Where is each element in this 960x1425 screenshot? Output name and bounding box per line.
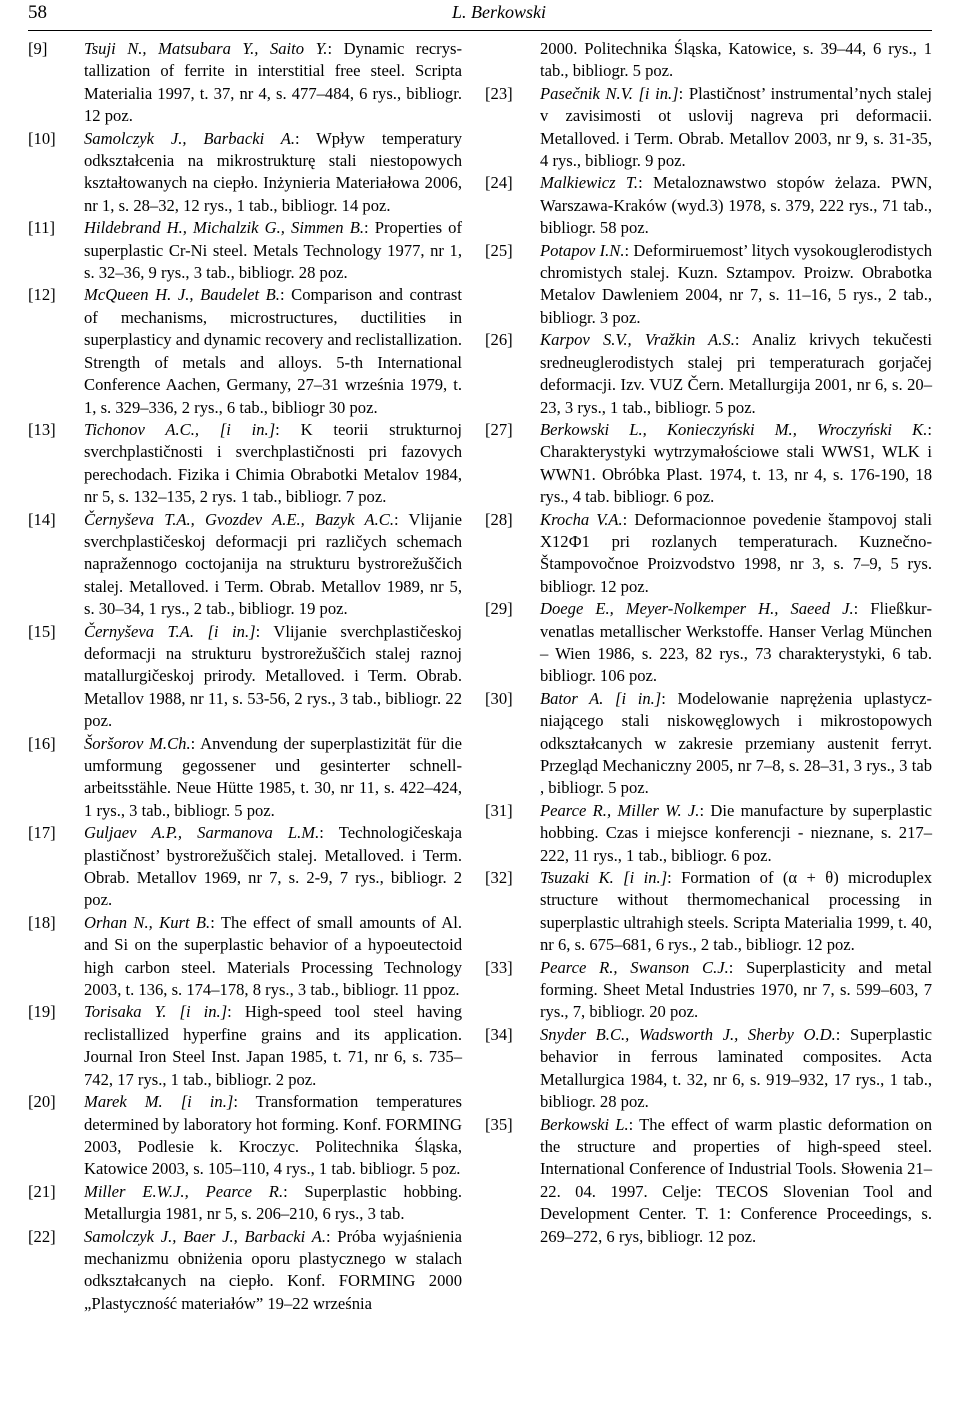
reference-entry	[28, 912, 462, 1002]
reference-text: : Dynamic recrystallization of ferrite in interstitial free steel. Scripta Materialia 1997, t. 37, nr 4, s. 477–484, 6 rys., bibliogr. 12 poz.	[84, 39, 462, 126]
reference-number: [20]	[28, 1092, 56, 1112]
reference-text: : Technologičeskaja plastičnost’ bystrorežuščich stalej. Metalloved. i Term. Obrab. Metallov 1969, nr 7, s. 2-9, 7 rys., bibliogr. 2 poz.	[84, 823, 463, 910]
reference-authors: Potapov I.N.	[540, 240, 625, 260]
reference-number: [18]	[28, 912, 56, 932]
reference-number: [29]	[485, 599, 513, 619]
reference-authors: Tsuzaki K. [i in.]	[540, 868, 668, 888]
reference-text: : Superplastic behavior in ferrous laminated composites. Acta Metallurgica 1984, t. 32, nr 6, s. 919–932, 17 rys., 1 tab., bibliogr. 28 poz.	[540, 1024, 932, 1112]
reference-entry	[28, 217, 462, 284]
reference-number: [17]	[28, 823, 56, 843]
reference-text: : The effect of warm plastic deformation on the structure and properties of high-speed steel. International Conference of Industrial Tools. Słowenia 21–22. 04. 1997. Celje: TECOS Slovenian Tool and Development Center. T. 1: Conference Proceedings, s. 269–272, 6 rys, bibliogr. 12 poz.	[540, 1114, 932, 1246]
reference-text: : Modelowanie naprężenia uplastyczniającego stali niskowęglowych i mikrostopowych odkształcanych w zakresie przemiany austenit ferryt. Przegląd Mechaniczny 2005, nr 7–8, s. 28–31, 3 rys., 3 tab , bibliogr. 5 poz.	[540, 688, 932, 798]
reference-entry	[28, 822, 462, 912]
reference-entry	[485, 867, 932, 957]
reference-entry	[485, 598, 932, 688]
reference-number: [35]	[485, 1114, 513, 1134]
reference-text: : Deformacionnoe povedenie štampovoj stali X12Ф1 pri rozlanych temperaturach. Kuznečno-Štampovočnoe Proizvodstvo 1998, nr 3, s. 7–9, 5 rys. bibliogr. 12 poz.	[540, 509, 932, 596]
reference-number: [27]	[485, 419, 513, 439]
reference-entry	[485, 1114, 932, 1248]
reference-authors: Bator A. [i in.]	[540, 688, 662, 708]
reference-entry	[485, 957, 932, 1024]
reference-number: [11]	[28, 218, 56, 238]
reference-text: : Vlijanie sverchplastičeskoj deformacji pri različych schemach napražennogo coctojanija na strukturu bystrorežuščich stalej. Metalloved. i Term. Obrab. Metallov 1989, nr 5, s. 30–34, 1 rys., 2 tab., bibliogr. 19 poz.	[84, 509, 462, 619]
reference-entry	[485, 688, 932, 800]
reference-text: : Properties of superplastic Cr-Ni steel. Metals Technology 1977, nr 1, s. 32–36, 9 rys., 3 tab., bibliogr. 28 poz.	[84, 218, 463, 283]
reference-text: : K teorii strukturnoj sverchplastičnosti i sverchplastičnosti pri fazovych perechodach. Fizika i Chimia Obrabotki Metalov 1984, nr 5, s. 132–135, 2 rys. 1 tab., bibliogr. 7 poz.	[84, 419, 462, 507]
reference-number: [16]	[28, 733, 56, 753]
reference-authors: Tichonov A.C., [i in.]	[84, 419, 276, 439]
reference-entry	[485, 800, 932, 867]
reference-number: [32]	[485, 868, 513, 888]
reference-number: [12]	[28, 285, 56, 305]
reference-number: [28]	[485, 509, 513, 529]
reference-authors: Krocha V.A.	[540, 509, 623, 529]
reference-text: : Superplastic hobbing. Metallurgia 1981, nr 5, s. 206–210, 6 rys., 3 tab.	[84, 1181, 462, 1224]
reference-number: [33]	[485, 957, 513, 977]
reference-number: [30]	[485, 688, 513, 708]
reference-authors: Samolczyk J., Barbacki A.	[84, 128, 295, 148]
reference-continuation	[485, 38, 932, 83]
reference-text: : Vlijanie sverchplastičeskoj deformacji na strukturu bystrorežuščich stalej raznoj matallurgičeskoj prirody. Metalloved. i Term. Obrab. Metallov 1988, nr 11, s. 53-56, 2 rys., 3 tab., bibliogr. 22 poz.	[84, 621, 462, 731]
reference-authors: Malkiewicz T.	[540, 173, 639, 193]
reference-number: [14]	[28, 509, 56, 529]
reference-number: [23]	[485, 83, 513, 103]
reference-text: : Analiz krivych tekučesti sredneuglerodistych stalej pri temperaturach gorjačej deformacji. Izv. VUZ Čern. Metallurgija 2001, nr 6, s. 20–23, 3 rys., 1 tab., bibliogr. 5 poz.	[540, 330, 932, 417]
reference-authors: McQueen H. J., Baudelet B.	[84, 285, 280, 305]
reference-entry	[485, 172, 932, 239]
reference-authors: Černyševa T.A. [i in.]	[84, 621, 256, 641]
reference-entry	[28, 1091, 462, 1181]
reference-authors: Hildebrand H., Michalzik G., Simmen B.	[84, 218, 365, 238]
reference-number: [24]	[485, 173, 513, 193]
reference-authors: Guljaev A.P., Sarmanova L.M.	[84, 823, 320, 843]
reference-number: [25]	[485, 240, 513, 260]
reference-number: [10]	[28, 128, 56, 148]
reference-authors: Samolczyk J., Baer J., Barbacki A.	[84, 1226, 326, 1246]
reference-entry	[28, 284, 462, 418]
reference-entry	[28, 1181, 462, 1226]
reference-number: [26]	[485, 330, 513, 350]
reference-text: : Superplasticity and metal forming. Sheet Metal Industries 1970, nr 7, s. 599–603, 7 rys., 7, bibliogr. 20 poz.	[540, 957, 932, 1022]
reference-number: [13]	[28, 419, 56, 439]
reference-authors: Černyševa T.A., Gvozdev A.E., Bazyk A.C.	[84, 509, 395, 529]
reference-entry	[28, 419, 462, 509]
reference-column-left	[28, 38, 462, 1315]
reference-entry	[485, 509, 932, 599]
reference-entry	[485, 83, 932, 173]
running-head: L. Berkowski	[452, 2, 546, 22]
reference-authors: Pearce R., Miller W. J.	[540, 800, 700, 820]
reference-text: : Transformation temperatures determined by laboratory hot forming. Konf. FORMING 2003, Podlesie k. Kroczyc. Politechnika Śląska, Katowice 2003, s. 105–110, 4 rys., 1 tab. bibliogr. 5 poz.	[84, 1092, 462, 1179]
reference-text: : Metaloznawstwo stopów żelaza. PWN, Warszawa-Kraków (wyd.3) 1978, s. 379, 222 rys., 71 tab., bibliogr. 58 poz.	[540, 173, 932, 238]
page-header	[28, 0, 932, 31]
reference-authors: Berkowski L.	[540, 1114, 629, 1134]
reference-number: [9]	[28, 39, 48, 58]
reference-entry	[485, 240, 932, 330]
page-number: 58	[28, 2, 47, 23]
reference-text: : High-speed tool steel having reclistallized hyperfine grains and its application. Journal Iron Steel Inst. Japan 1985, t. 71, nr 6, s. 735–742, 17 rys., 1 tab., bibliogr. 2 poz.	[84, 1002, 462, 1089]
reference-entry	[28, 38, 462, 128]
reference-entry	[28, 733, 462, 823]
reference-text: : Próba wyjaśnienia mechanizmu obniżenia oporu plastycznego w stalach odkształcanych na ciepło. Konf. FORMING 2000 „Plastyczność materiałów” 19–22 września	[84, 1226, 462, 1313]
reference-entry	[485, 1024, 932, 1114]
reference-authors: Pearce R., Swanson C.J.	[540, 957, 729, 977]
reference-text: : Die manufacture by superplastic hobbing. Czas i miejsce konferencji - nieznane, s. 217–222, 11 rys., 1 tab., bibliogr. 6 poz.	[540, 800, 932, 865]
reference-entry	[28, 509, 462, 621]
reference-entry	[485, 329, 932, 419]
reference-text: : Deformiruemost’ litych vysokouglerodistych chromistych stalej. Kuzn. Sztampov. Proizw. Obrabotka Metalov Dawleniem 2004, nr 7, s. 11–16, 5 rys., 2 tab., bibliogr. 3 poz.	[540, 240, 932, 327]
reference-authors: Orhan N., Kurt B.	[84, 912, 211, 932]
reference-authors: Berkowski L., Konieczyński M., Wroczyński K.	[540, 419, 928, 439]
reference-authors: Tsuji N., Matsubara Y., Saito Y.	[84, 39, 328, 58]
reference-authors: Šoršorov M.Ch.	[84, 733, 191, 753]
reference-text: 2000. Politechnika Śląska, Katowice, s. 39–44, 6 rys., 1 tab., bibliogr. 5 poz.	[540, 39, 932, 81]
reference-text: : Charakterystyki wytrzymałościowe stali WWS1, WLK i WWN1. Obróbka Plast. 1974, t. 13, nr 4, s. 176-190, 18 rys., 4 tab. bibliogr. 6 poz.	[540, 419, 932, 507]
reference-number: [31]	[485, 800, 513, 820]
reference-text: : Wpływ temperatury odkształcenia na mikrostrukturę stali niestopowych kształtowanych na ciepło. Inżynieria Materiałowa 2006, nr 1, s. 28–32, 12 rys., 1 tab., bibliogr. 14 poz.	[84, 128, 462, 215]
reference-text: : Anvendung der superplastizität für die umformung gegossener und gesinterter schnellarbeitsstähle. Neue Hütte 1985, t. 30, nr 11, s. 422–424, 1 rys., 3 tab., bibliogr. 5 poz.	[84, 733, 462, 820]
reference-entry	[28, 1001, 462, 1091]
reference-authors: Torisaka Y. [i in.]	[84, 1002, 228, 1022]
reference-authors: Snyder B.C., Wadsworth J., Sherby O.D.	[540, 1024, 836, 1044]
reference-number: [22]	[28, 1226, 56, 1246]
reference-authors: Miller E.W.J., Pearce R.	[84, 1181, 284, 1201]
reference-entry	[28, 128, 462, 218]
reference-authors: Marek M. [i in.]	[84, 1092, 234, 1112]
reference-column-right	[485, 38, 932, 1248]
reference-number: [21]	[28, 1181, 56, 1201]
reference-authors: Doege E., Meyer-Nolkemper H., Saeed J.	[540, 599, 854, 619]
reference-entry	[485, 419, 932, 509]
reference-number: [34]	[485, 1024, 513, 1044]
reference-authors: Karpov S.V., Vražkin A.S.	[540, 330, 735, 350]
reference-text: : Comparison and contrast of mechanisms, microstructures, ductilities in superplasticy and dynamic recovery and reclistallization. Strength of metals and alloys. 5-th International Conference Aachen, Germany, 27–31 września 1979, t. 1, s. 329–336, 2 rys., 6 tab., bibliogr 30 poz.	[84, 285, 462, 417]
reference-entry	[28, 621, 462, 733]
reference-entry	[28, 1226, 462, 1316]
reference-text: : Formation of (α + θ) microduplex structure without thermomechanical processing in superplastic ultrahigh steels. Scripta Materialia 1999, t. 40, nr 6, s. 675–681, 6 rys., 2 tab., bibliogr. 12 poz.	[540, 868, 932, 955]
reference-authors: Pasečnik N.V. [i in.]	[540, 83, 679, 103]
reference-number: [15]	[28, 621, 56, 641]
reference-text: : Plastičnost’ instrumental’nych stalej v zavisimosti ot uslovij nagreva pri deformacii. Metalloved. i Term. Obrab. Metallov 2003, nr 9, s. 31-35, 4 rys., bibliogr. 9 poz.	[540, 83, 933, 171]
reference-number: [19]	[28, 1002, 56, 1022]
reference-text: : Fließkurvenatlas metallischer Werkstoffe. Hanser Verlag München – Wien 1986, s. 223, 82 rys., 73 charakterystyki, 6 tab. bibliogr. 106 poz.	[540, 599, 932, 686]
reference-text: : The effect of small amounts of Al. and Si on the superplastic behavior of a hypoeutectoid high carbon steel. Materials Processing Technology 2003, t. 136, s. 174–178, 8 rys., 3 tab., bibliogr. 11 ppoz.	[84, 912, 462, 1000]
